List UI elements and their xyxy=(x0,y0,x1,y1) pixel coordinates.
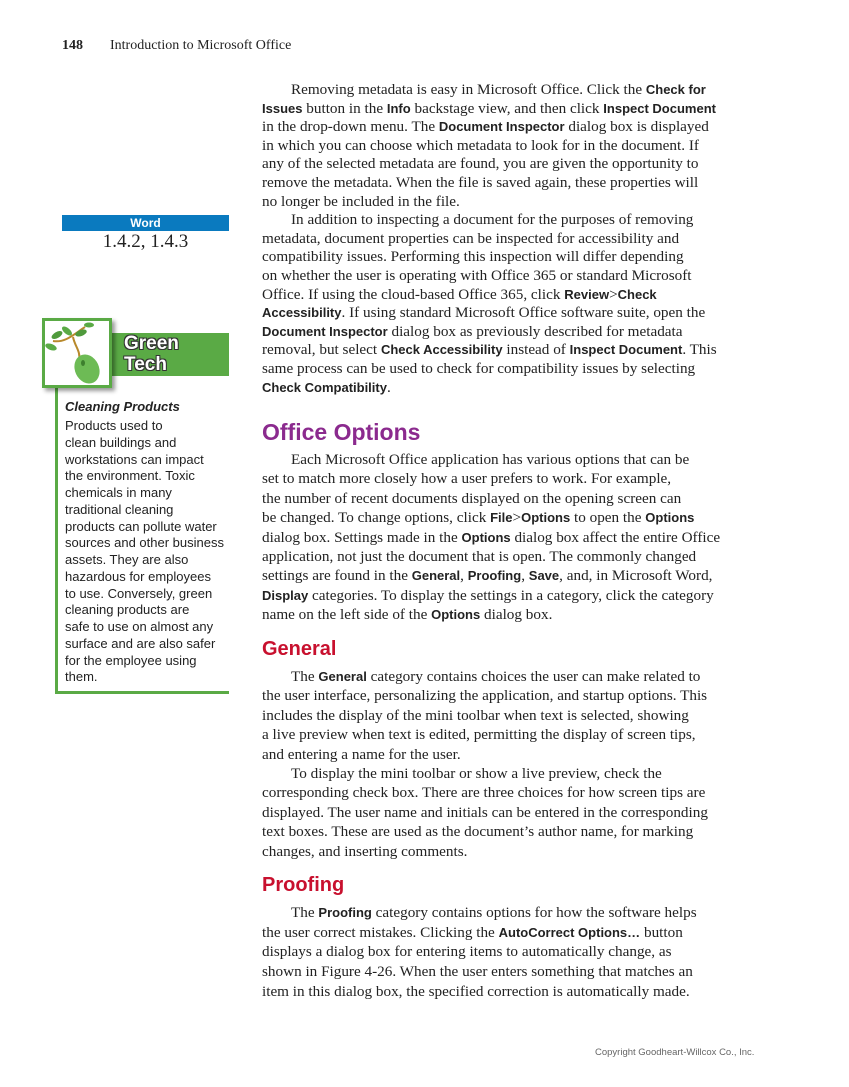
text-run: same process can be used to check for compatibility issues by selecting xyxy=(262,359,696,377)
text-line xyxy=(262,903,772,923)
section-proofing-body xyxy=(262,903,772,1001)
text-line xyxy=(262,822,772,841)
text-run: . This xyxy=(682,341,717,359)
ui-term: Options xyxy=(521,510,571,526)
section-intro-body xyxy=(262,81,772,397)
text-run: metadata, document properties can be inspected for accessibility and xyxy=(262,229,680,247)
text-line xyxy=(262,248,772,267)
sidebar-text-line: assets. They are also xyxy=(65,552,189,567)
text-run: the user correct mistakes. Clicking the xyxy=(262,923,499,941)
text-line xyxy=(262,803,772,822)
text-run: dialog box is displayed xyxy=(564,118,709,136)
ui-term: Check for xyxy=(645,82,706,97)
text-run: . If using standard Microsoft Office software suite, open the xyxy=(341,304,706,322)
sidebar-text-line: cleaning products are xyxy=(65,602,190,618)
sidebar-text-line: the environment. Toxic xyxy=(65,468,195,484)
text-run: , xyxy=(460,567,468,585)
text-run: categories. To display the settings in a category, click the category xyxy=(308,586,714,604)
text-run: dialog box. Settings made in the xyxy=(262,528,462,546)
ui-term: Save xyxy=(528,568,560,584)
text-run: In addition to inspecting a document for the purposes of removing xyxy=(291,211,694,229)
text-line xyxy=(262,81,772,100)
ui-term: Check xyxy=(617,286,657,302)
text-run: any of the selected metadata are found, you are given the opportunity to xyxy=(262,155,699,173)
text-line xyxy=(262,211,772,230)
green-tech-body xyxy=(65,418,235,686)
text-run: Removing metadata is easy in Microsoft Office. Click the xyxy=(291,81,646,98)
text-run: button xyxy=(640,923,683,941)
text-line xyxy=(262,528,772,547)
green-tech-title-line1: Green xyxy=(124,333,179,354)
text-line xyxy=(262,566,772,585)
text-run: The xyxy=(291,668,319,685)
objective-numbers: 1.4.2, 1.4.3 xyxy=(102,231,189,252)
ui-term: Options xyxy=(431,607,481,623)
text-run: button in the xyxy=(302,99,387,117)
text-run: dialog box as previously described for metadata xyxy=(387,322,683,340)
text-line xyxy=(262,360,772,379)
text-run: , xyxy=(521,567,529,585)
text-run: Each Microsoft Office application has various options that can be xyxy=(291,451,690,468)
text-run: to open the xyxy=(570,509,646,527)
ui-term: Inspect Document xyxy=(569,342,683,358)
text-line xyxy=(262,137,772,156)
text-run: > xyxy=(512,509,522,527)
text-run: backstage view, and then click xyxy=(410,99,604,117)
text-run: set to match more closely how a user prefers to work. For example, xyxy=(262,470,672,488)
text-run: includes the display of the mini toolbar when text is selected, showing xyxy=(262,706,689,724)
text-run: the user interface, personalizing the application, and startup options. This xyxy=(262,687,708,705)
sidebar-text-line: hazardous for employees xyxy=(65,568,211,584)
green-tech-title xyxy=(124,333,179,375)
text-line xyxy=(262,686,772,705)
section-general-body xyxy=(262,667,772,861)
text-line xyxy=(262,745,772,764)
ui-term: Options xyxy=(461,529,511,545)
text-run: item in this dialog box, the specified correction is automatically made. xyxy=(262,982,690,1000)
text-line xyxy=(262,783,772,802)
ui-term: Proofing xyxy=(467,568,522,584)
text-line xyxy=(262,962,772,982)
text-line xyxy=(262,341,772,360)
sidebar-text-line: surface and are also safer xyxy=(65,635,216,651)
text-run: shown in Figure 4-26. When the user enters something that matches an xyxy=(262,963,693,981)
text-run: category contains options for how the software helps xyxy=(371,904,697,921)
green-tech-heading: Cleaning Products xyxy=(65,399,180,414)
heading-general: General xyxy=(262,638,337,660)
ui-term: Document Inspector xyxy=(438,119,565,135)
ui-term: Document Inspector xyxy=(262,323,388,339)
text-run: corresponding check box. There are three choices for how screen tips are xyxy=(262,784,706,802)
text-run: instead of xyxy=(502,341,570,359)
text-line xyxy=(262,100,772,119)
green-tech-title-line2: Tech xyxy=(124,354,167,375)
text-run: dialog box affect the entire Office xyxy=(510,528,721,546)
text-run: compatibility issues. Performing this inspection will differ depending xyxy=(262,248,684,266)
ui-term: Display xyxy=(262,587,309,603)
text-line xyxy=(262,155,772,174)
text-line xyxy=(262,842,772,861)
text-run: displays a dialog box for entering items to automatically change, as xyxy=(262,943,672,961)
sidebar-text-line: workstations can impact xyxy=(65,451,204,467)
sidebar-text-line: them. xyxy=(65,669,98,685)
text-line xyxy=(262,764,772,783)
text-line xyxy=(262,469,772,488)
text-run: a live preview when text is edited, permitting the display of screen tips, xyxy=(262,726,696,744)
text-line xyxy=(262,450,772,469)
text-line xyxy=(262,286,772,305)
sidebar-text-line: sources and other business xyxy=(65,535,224,551)
heading-office-options: Office Options xyxy=(262,419,421,445)
text-line xyxy=(262,230,772,249)
text-line xyxy=(262,982,772,1002)
text-line xyxy=(262,547,772,566)
ui-term: Options xyxy=(645,510,695,526)
ui-term: Check Compatibility xyxy=(262,379,387,395)
text-line xyxy=(262,267,772,286)
text-line xyxy=(262,667,772,686)
text-run: . xyxy=(386,378,391,396)
text-line xyxy=(262,605,772,624)
sidebar-text-line: traditional cleaning xyxy=(65,501,174,517)
sidebar-rule-horizontal xyxy=(55,691,229,694)
ui-term: AutoCorrect Options… xyxy=(498,924,641,940)
green-mouse-plant-icon xyxy=(42,318,112,388)
sidebar-text-line: chemicals in many xyxy=(65,485,172,500)
text-line xyxy=(262,174,772,193)
text-line xyxy=(262,508,772,527)
ui-term: General xyxy=(411,568,461,584)
text-run: The xyxy=(291,904,319,921)
text-run: changes, and inserting comments. xyxy=(262,842,468,860)
text-run: no longer be included in the file. xyxy=(262,192,460,210)
text-line xyxy=(262,586,772,605)
text-line xyxy=(262,118,772,137)
ui-term: File xyxy=(490,510,513,526)
ui-term: Check Accessibility xyxy=(380,342,503,358)
ui-term: Accessibility xyxy=(262,305,342,321)
ui-term: General xyxy=(318,669,367,684)
text-run: on whether the user is operating with Office 365 or standard Microsoft xyxy=(262,266,692,284)
text-run: displayed. The user name and initials can be entered in the corresponding xyxy=(262,803,708,821)
text-line xyxy=(262,923,772,943)
text-line xyxy=(262,304,772,323)
text-run: Office. If using the cloud-based Office 365, click xyxy=(262,285,565,303)
text-line xyxy=(262,379,772,398)
sidebar-text-line: safe to use on almost any xyxy=(65,619,214,634)
sidebar-text-line: to use. Conversely, green xyxy=(65,585,213,601)
text-run: name on the left side of the xyxy=(262,606,432,624)
sidebar-text-line: for the employee using xyxy=(65,652,197,668)
text-run: the number of recent documents displayed on the opening screen can xyxy=(262,489,682,507)
section-office-options-body xyxy=(262,450,772,625)
text-line xyxy=(262,489,772,508)
ui-term: Proofing xyxy=(318,905,372,920)
sidebar-text-line: Products used to xyxy=(65,418,163,433)
sidebar-text-line: clean buildings and xyxy=(65,434,177,450)
running-header: Introduction to Microsoft Office xyxy=(110,38,292,53)
text-run: , and, in Microsoft Word, xyxy=(559,567,713,585)
ui-term: Issues xyxy=(262,100,303,116)
text-run: and entering a name for the user. xyxy=(262,745,461,763)
text-run: in the drop-down menu. The xyxy=(262,118,439,136)
text-run: dialog box. xyxy=(480,606,553,624)
text-line xyxy=(262,193,772,212)
ui-term: Review xyxy=(564,286,610,302)
text-run: in which you can choose which metadata to look for in the document. If xyxy=(262,136,699,154)
text-run: > xyxy=(609,285,618,303)
heading-proofing: Proofing xyxy=(262,874,345,896)
text-run: category contains choices the user can make related to xyxy=(366,668,701,685)
text-line xyxy=(262,706,772,725)
ui-term: Inspect Document xyxy=(603,100,716,116)
text-line xyxy=(262,323,772,342)
text-run: settings are found in the xyxy=(262,567,412,585)
text-run: be changed. To change options, click xyxy=(262,509,491,527)
sidebar-text-line: products can pollute water xyxy=(65,518,217,534)
copyright-footer: Copyright Goodheart-Willcox Co., Inc. xyxy=(595,1047,755,1058)
text-line xyxy=(262,942,772,962)
text-line xyxy=(262,725,772,744)
ui-term: Info xyxy=(386,100,411,116)
page-number: 148 xyxy=(62,38,83,53)
text-run: remove the metadata. When the file is saved again, these properties will xyxy=(262,173,699,191)
text-run: application, not just the document that is open. The commonly changed xyxy=(262,547,697,565)
text-run: To display the mini toolbar or show a live preview, check the xyxy=(291,764,662,782)
text-run: text boxes. These are used as the document’s author name, for marking xyxy=(262,823,694,841)
sidebar-rule-vertical xyxy=(55,388,58,694)
text-run: removal, but select xyxy=(262,341,381,359)
word-badge: Word xyxy=(62,215,229,231)
